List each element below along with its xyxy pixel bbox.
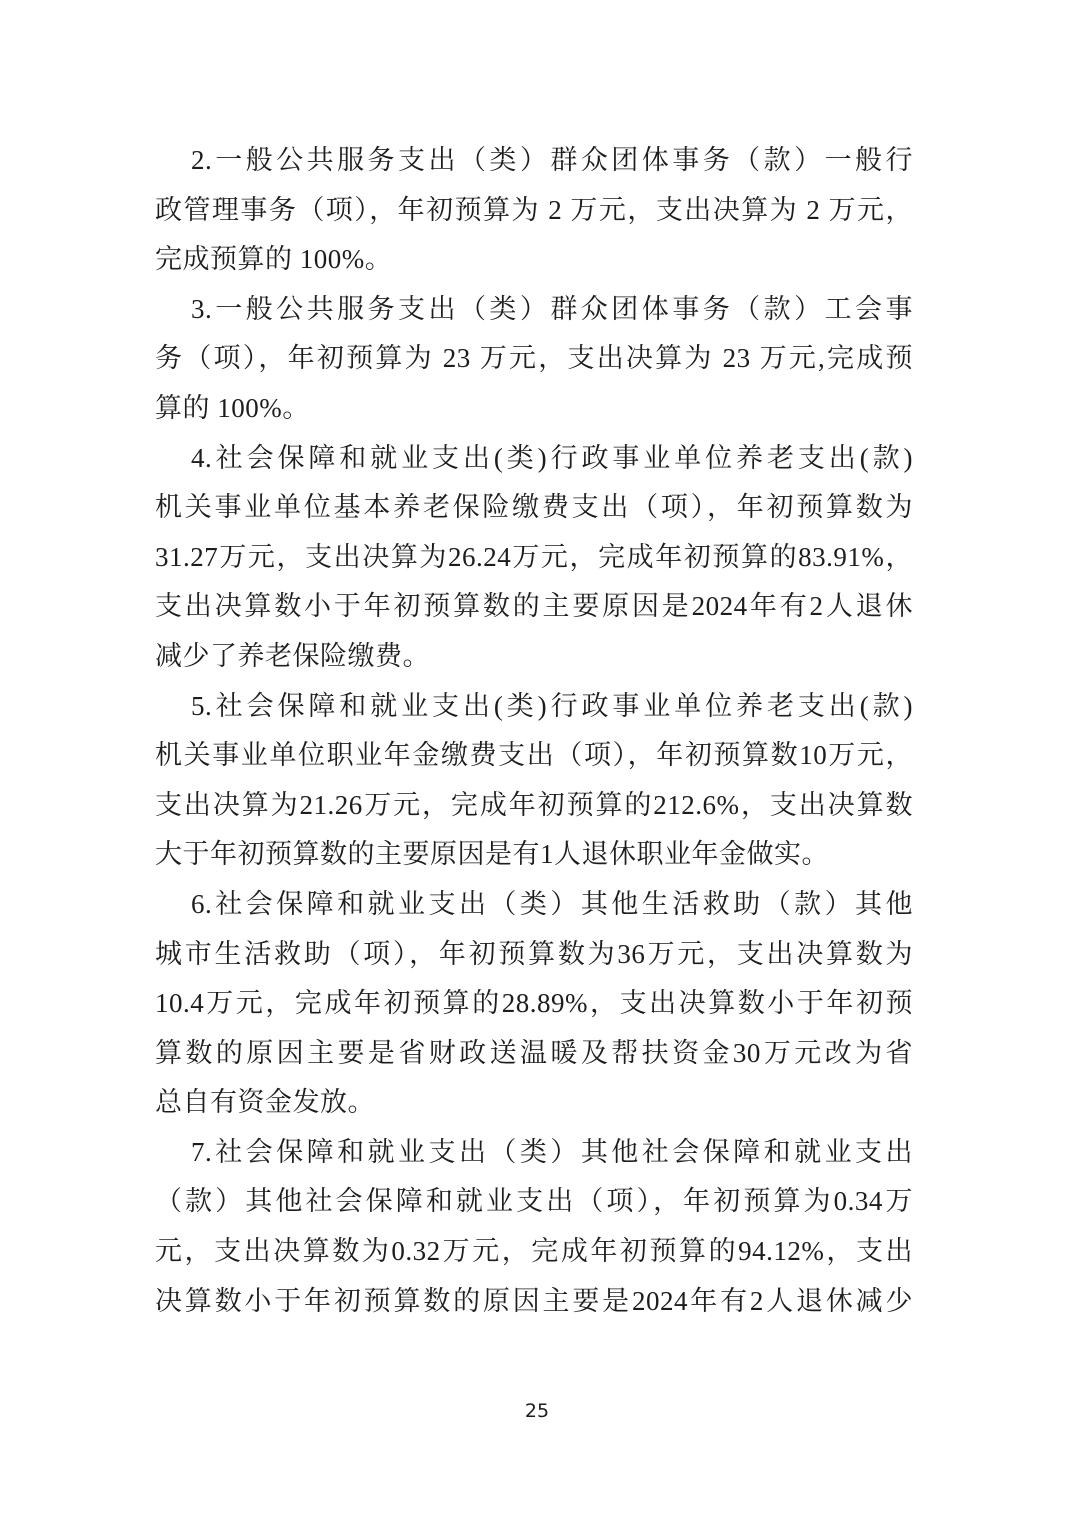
text-line: 城市生活救助（项），年初预算数为36万元，支出决算数为 — [155, 938, 913, 969]
text-line: 总自有资金发放。 — [155, 1087, 375, 1118]
page-number: 25 — [524, 1400, 550, 1422]
paragraph-item-2 — [155, 136, 913, 285]
text-line: 7.社会保障和就业支出（类）其他社会保障和就业支出 — [191, 1136, 913, 1167]
text-line: 机关事业单位职业年金缴费支出（项），年初预算数10万元， — [155, 740, 913, 771]
text-line: 完成预算的 100%。 — [155, 244, 393, 275]
text-line: 机关事业单位基本养老保险缴费支出（项），年初预算数为 — [155, 492, 913, 523]
paragraph-item-3 — [155, 285, 913, 434]
text-line: 元，支出决算数为0.32万元，完成年初预算的94.12%，支出 — [155, 1236, 913, 1267]
text-line: 31.27万元，支出决算为26.24万元，完成年初预算的83.91%， — [155, 541, 913, 572]
paragraph-item-4 — [155, 434, 913, 682]
text-line: 3.一般公共服务支出（类）群众团体事务（款）工会事 — [191, 293, 913, 324]
text-line: 支出决算为21.26万元，完成年初预算的212.6%，支出决算数 — [155, 789, 913, 820]
text-line: 4.社会保障和就业支出(类)行政事业单位养老支出(款) — [191, 442, 913, 473]
document-body — [155, 136, 913, 1326]
paragraph-item-5 — [155, 682, 913, 880]
text-line: 大于年初预算数的主要原因是有1人退休职业年金做实。 — [155, 839, 829, 870]
text-line: 减少了养老保险缴费。 — [155, 640, 430, 671]
paragraph-item-7 — [155, 1128, 913, 1326]
paragraph-item-6 — [155, 880, 913, 1128]
text-line: 2.一般公共服务支出（类）群众团体事务（款）一般行 — [191, 145, 913, 175]
text-line: 算数的原因主要是省财政送温暖及帮扶资金30万元改为省 — [155, 1037, 913, 1068]
text-line: 决算数小于年初预算数的原因主要是2024年有2人退休减少 — [155, 1285, 913, 1316]
text-line: 6.社会保障和就业支出（类）其他生活救助（款）其他 — [191, 888, 913, 919]
text-line: （款）其他社会保障和就业支出（项），年初预算为0.34万 — [155, 1186, 913, 1217]
text-line: 务（项），年初预算为 23 万元，支出决算为 23 万元,完成预 — [155, 343, 913, 374]
text-line: 支出决算数小于年初预算数的主要原因是2024年有2人退休 — [155, 591, 913, 622]
text-line: 5.社会保障和就业支出(类)行政事业单位养老支出(款) — [191, 690, 913, 721]
text-line: 算的 100%。 — [155, 392, 310, 423]
text-line: 10.4万元，完成年初预算的28.89%，支出决算数小于年初预 — [155, 988, 913, 1019]
text-line: 政管理事务（项），年初预算为 2 万元，支出决算为 2 万元， — [155, 194, 913, 225]
